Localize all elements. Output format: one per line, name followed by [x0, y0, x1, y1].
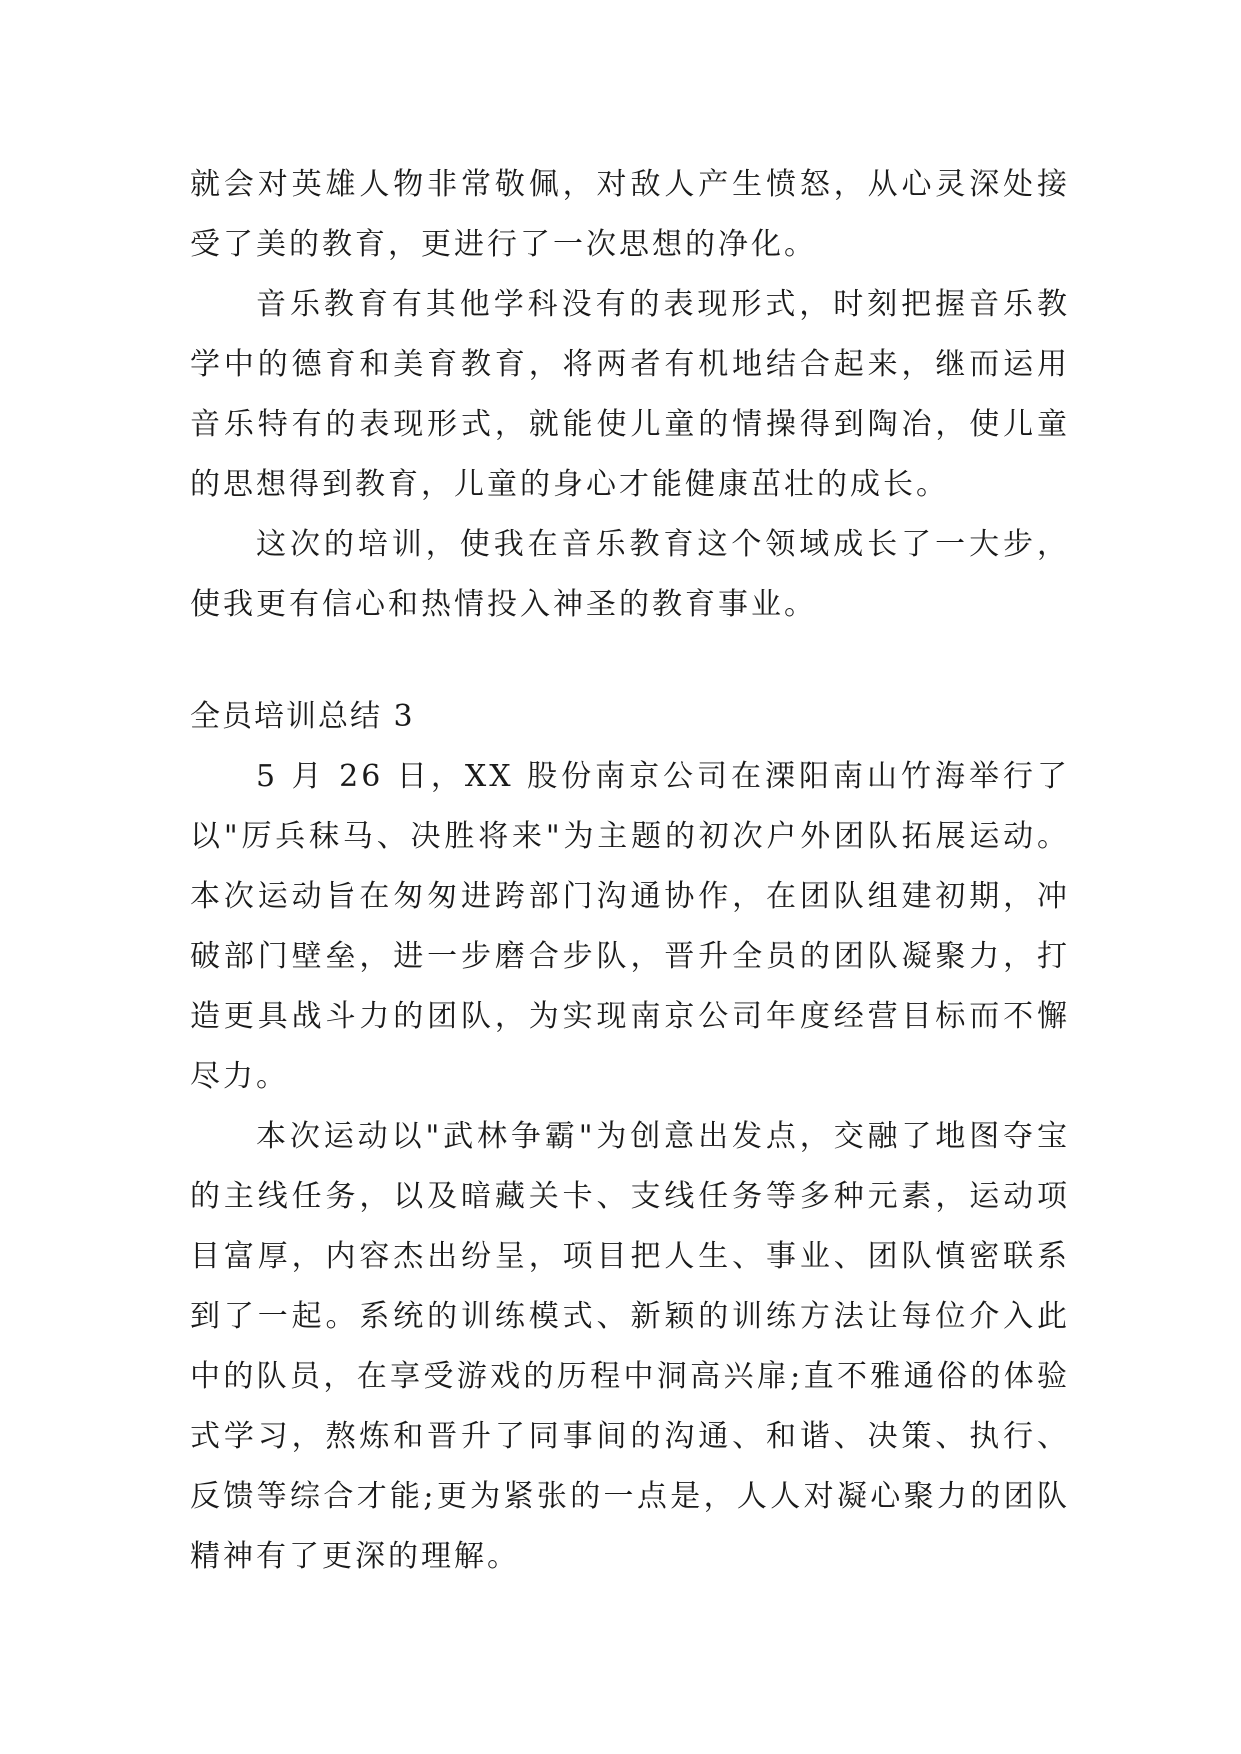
paragraph-training-growth: 这次的培训，使我在音乐教育这个领域成长了一大步，使我更有信心和热情投入神圣的教育事业。 — [190, 527, 1070, 622]
section-title: 全员培训总结 3 — [190, 699, 415, 734]
paragraph-continuation: 就会对英雄人物非常敬佩，对敌人产生愤怒，从心灵深处接受了美的教育，更进行了一次思想的净化。 — [190, 167, 1070, 262]
paragraph-outdoor-event: 5 月 26 日，XX 股份南京公司在溧阳南山竹海举行了以"厉兵秣马、决胜将来"为主题的初次户外团队拓展运动。本次运动旨在匆匆进跨部门沟通协作，在团队组建初期，冲破部门壁垒，进一步磨合步队，晋升全员的团队凝聚力，打造更具战斗力的团队，为实现南京公司年度经营目标而不懈尽力。 — [190, 759, 1070, 1094]
document-body — [190, 155, 1070, 1587]
paragraph-music-education: 音乐教育有其他学科没有的表现形式，时刻把握音乐教学中的德育和美育教育，将两者有机地结合起来，继而运用音乐特有的表现形式，就能使儿童的情操得到陶冶，使儿童的思想得到教育，儿童的身心才能健康茁壮的成长。 — [190, 287, 1070, 502]
paragraph-activity-details: 本次运动以"武林争霸"为创意出发点，交融了地图夺宝的主线任务，以及暗藏关卡、支线任务等多种元素，运动项目富厚，内容杰出纷呈，项目把人生、事业、团队慎密联系到了一起。系统的训练模式、新颖的训练方法让每位介入此中的队员，在享受游戏的历程中洞高兴扉;直不雅通俗的体验式学习，熬炼和晋升了同事间的沟通、和谐、决策、执行、反馈等综合才能;更为紧张的一点是，人人对凝心聚力的团队精神有了更深的理解。 — [190, 1119, 1070, 1574]
